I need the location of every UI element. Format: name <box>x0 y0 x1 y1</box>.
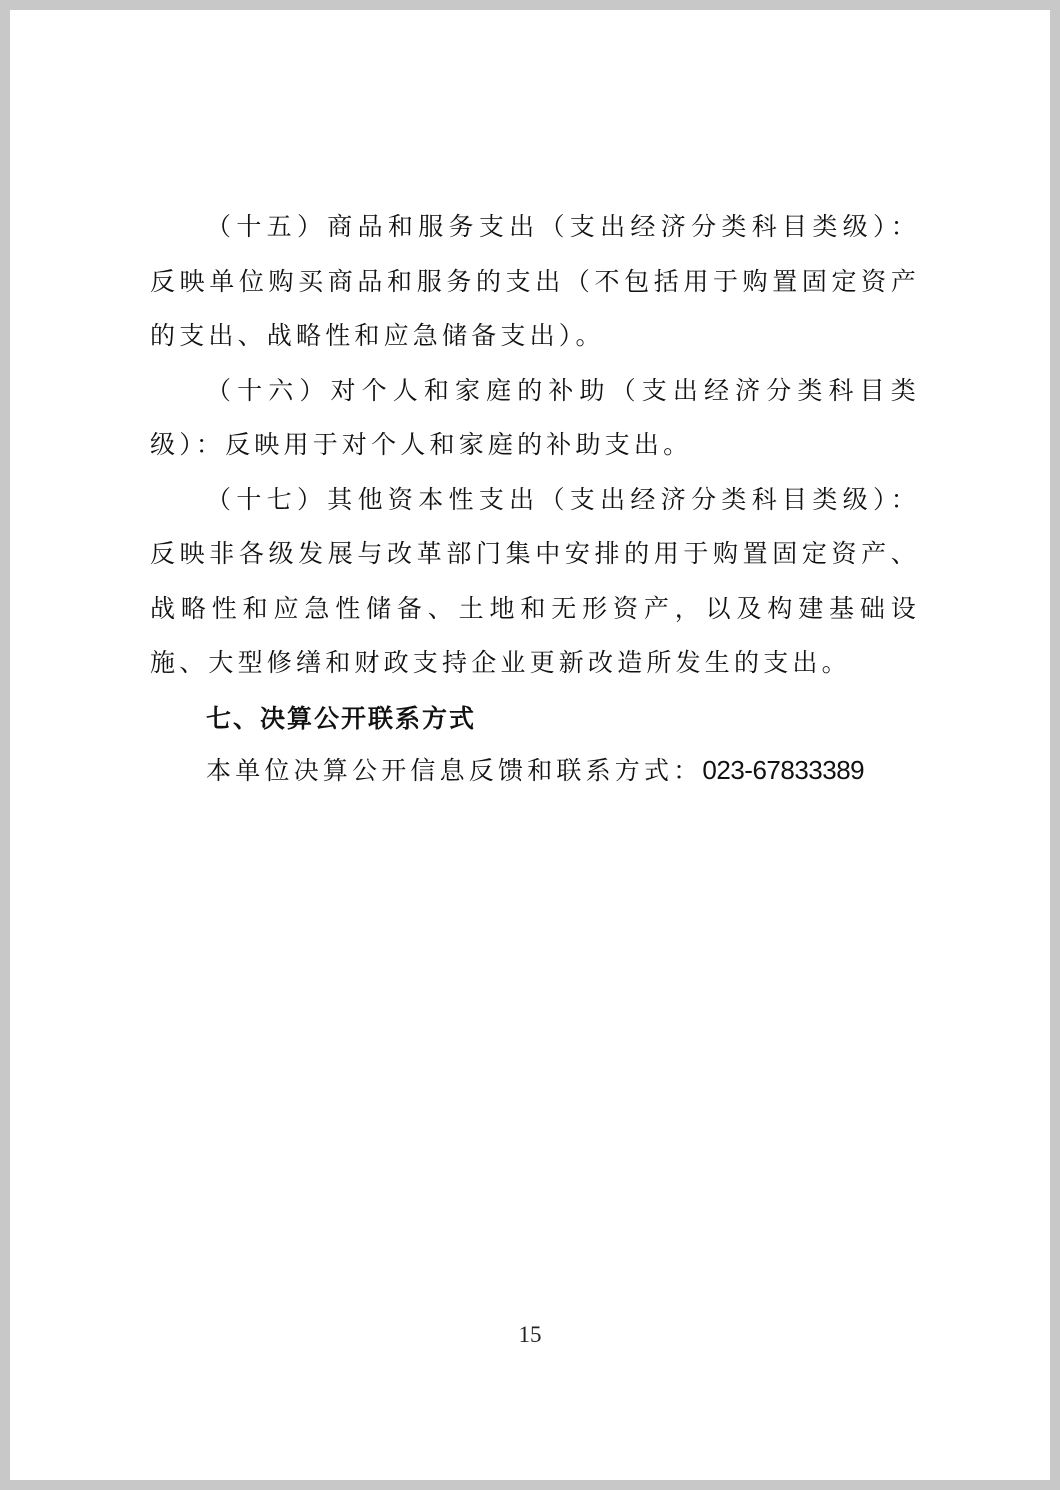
page-content <box>150 200 920 796</box>
paragraph-household-subsidies: （十六）对个人和家庭的补助（支出经济分类科目类级）：反映用于对个人和家庭的补助支出。 <box>150 375 920 459</box>
paragraph-goods-and-services: （十五）商品和服务支出（支出经济分类科目类级）：反映单位购买商品和服务的支出（不包括用于购置固定资产的支出、战略性和应急储备支出）。 <box>150 212 920 350</box>
contact-phone: 023-67833389 <box>702 754 865 785</box>
section-heading-contact: 七、决算公开联系方式 <box>206 703 477 733</box>
document-page <box>10 10 1050 1480</box>
contact-line <box>150 745 920 796</box>
page-number: 15 <box>518 1322 542 1347</box>
paragraph-other-capital-expenditure: （十七）其他资本性支出（支出经济分类科目类级）：反映非各级发展与改革部门集中安排的用于购置固定资产、战略性和应急性储备、土地和无形资产，以及构建基础设施、大型修缮和财政支持企业更新改造所发生的支出。 <box>150 484 920 677</box>
contact-label: 本单位决算公开信息反馈和联系方式： <box>206 755 703 785</box>
